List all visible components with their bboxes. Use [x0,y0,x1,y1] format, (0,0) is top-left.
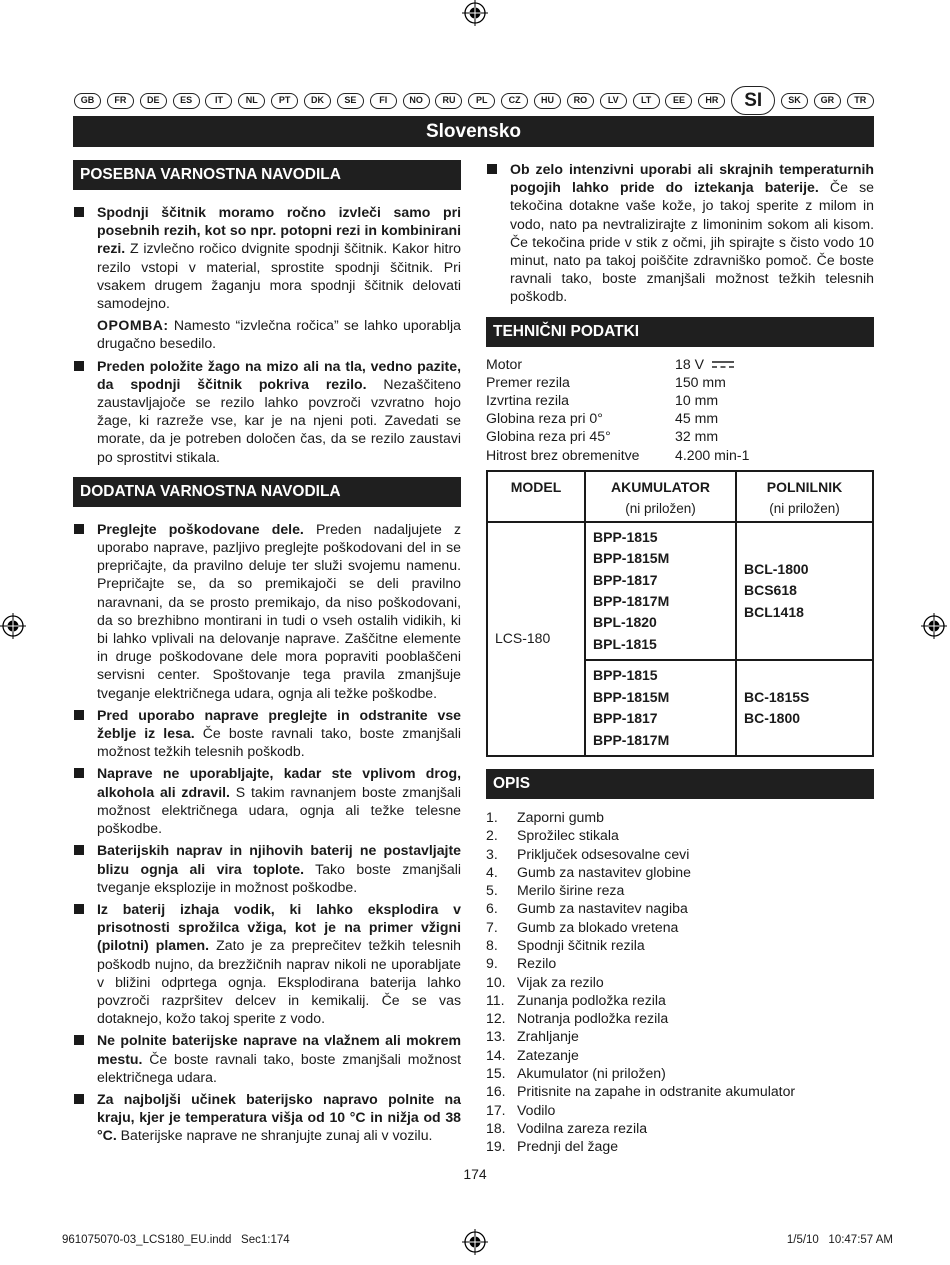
list-item [486,973,874,991]
item-number: 6. [486,900,498,917]
language-cz: CZ [501,93,528,109]
item-text: Spodnji ščitnik rezila [517,936,645,953]
table-cell-value: BPP-1817M [593,731,670,748]
language-tr: TR [847,93,874,109]
list-item [486,1137,874,1155]
item-bold: Pred uporabo naprave preglejte in odstranite vse žeblje iz lesa. [97,706,461,742]
language-ro: RO [567,93,594,109]
language-fr: FR [107,93,134,109]
note-label: OPOMBA: [97,317,169,334]
section-title-technical-data: TEHNIČNI PODATKI [486,317,874,347]
registration-mark-left-icon [0,613,26,639]
item-bold: Za najboljši učinek baterijsko napravo polnite na kraju, kjer je temperatura višja od 10 °C in nižja od 38 °C. [97,1090,461,1144]
language-dk: DK [304,93,331,109]
table-cell-value: BC-1815S [744,688,810,705]
table-cell-value: BPP-1817M [593,593,670,610]
item-text: Prednji del žage [517,1138,619,1155]
item-number: 12. [486,1010,506,1027]
table-cell-value: BPL-1820 [593,614,657,631]
item-text: Pritisnite na zapahe in odstranite akumulator [517,1083,796,1100]
item-bold: Ob zelo intenzivni uporabi ali skrajnih temperaturnih pogojih lahko pride do iztekanja baterije. [510,161,874,196]
language-fi: FI [370,93,397,109]
item-number: 18. [486,1119,506,1136]
list-item [486,160,874,306]
spec-row [486,355,874,373]
list-item [486,808,874,826]
list-item [486,991,874,1009]
list-item [73,764,461,837]
item-text: Merilo širine reza [517,882,625,899]
model-cell: LCS-180 [487,522,585,756]
table-cell-value: BPP-1817 [593,571,658,588]
registration-mark-right-icon [921,613,947,639]
language-no: NO [403,93,430,109]
item-text: Priključek odsesovalne cevi [517,845,690,862]
item-text: Zatezanje [517,1046,579,1063]
language-es: ES [173,93,200,109]
table-cell-value: BCL1418 [744,603,804,620]
item-text: Zunanja podložka rezila [517,991,666,1008]
spec-row [486,391,874,409]
list-item [486,1064,874,1082]
item-text: Rezilo [517,955,557,972]
item-text: Tako boste zmanjšali tveganje eksplozije in možnost poškodbe. [97,860,461,895]
table-cell-value: BPP-1815 [593,667,658,684]
item-number: 1. [486,808,498,825]
item-number: 3. [486,845,498,862]
item-text: Gumb za nastavitev globine [517,863,691,880]
page-number: 174 [463,1166,487,1182]
list-item [73,203,461,312]
battery-cell [585,522,736,660]
item-number: 16. [486,1083,506,1100]
spec-row [486,427,874,445]
dc-symbol-icon [712,355,734,373]
item-text: Vijak za rezilo [517,973,604,990]
list-item [73,1031,461,1086]
language-sk: SK [781,93,808,109]
spec-label: Globina reza pri 0° [486,410,603,427]
spec-value: 150 mm [675,373,726,390]
table-cell-value: BPP-1815M [593,688,670,705]
page-title: Slovensko [73,116,874,147]
spec-row [486,446,874,464]
spec-value: 32 mm [675,428,719,445]
section-title-special-safety: POSEBNA VARNOSTNA NAVODILA [73,160,461,190]
spec-value: 18 V [675,355,704,372]
item-text: Če se tekočina dotakne vaše kože, jo takoj sperite z milom in vodo, nato pa nevtralizirajte z limoninim sokom ali kisom. Če tekočina pride v stik z očmi, jih spirajte s čisto vodo 10 minut, nato pa takoj poiščite zdravniško pomoč. Če boste ravnali tako, boste zmanjšali možnost težkih telesnih poškodb. [510,179,874,305]
language-it: IT [205,93,232,109]
item-bold: Iz baterij izhaja vodik, ki lahko eksplodira v prisotnosti sprožilca vžiga, kot je na primer vžigni (pilotni) plamen. [97,900,461,954]
list-item [486,826,874,844]
list-item [73,1090,461,1145]
registration-mark-bottom-icon [462,1229,488,1255]
item-text: Sprožilec stikala [517,827,619,844]
item-bold: Baterijskih naprav in njihovih baterij ne postavljajte blizu ognja ali vira toplote. [97,842,461,877]
item-bold: Preden položite žago na mizo ali na tla, vedno pazite, da spodnji ščitnik pokriva rezilo. [97,357,461,392]
table-cell-value: BCL-1800 [744,560,809,577]
item-text: Če boste ravnali tako, boste zmanjšali možnost električnega udara. [97,1050,461,1085]
language-ee: EE [665,93,692,109]
item-number: 10. [486,973,506,990]
spec-label: Premer rezila [486,373,570,390]
item-text: Zrahljanje [517,1028,579,1045]
item-number: 19. [486,1138,506,1155]
spec-value: 45 mm [675,410,719,427]
item-number: 2. [486,827,498,844]
list-item [73,841,461,896]
language-selector [74,86,874,115]
spec-row [486,409,874,427]
list-item [73,706,461,761]
list-item [486,899,874,917]
table-cell-value: BPP-1815 [593,528,658,545]
list-item [486,1082,874,1100]
spec-label: Izvrtina rezila [486,392,570,409]
item-bold: Ne polnite baterijske naprave na vlažnem ali mokrem mestu. [97,1032,461,1067]
item-text: Vodilna zareza rezila [517,1119,648,1136]
item-text: Gumb za nastavitev nagiba [517,900,688,917]
list-item [486,1046,874,1064]
list-item [486,936,874,954]
item-text: Notranja podložka rezila [517,1010,669,1027]
list-item [486,1027,874,1045]
item-text: Gumb za blokado vretena [517,918,679,935]
spec-value: 10 mm [675,392,719,409]
list-item [73,520,461,702]
item-number: 5. [486,882,498,899]
list-item [73,900,461,1027]
table-cell-value: BPL-1815 [593,635,657,652]
item-bold: Spodnji ščitnik moramo ročno izvleči samo pri posebnih rezih, kot so npr. potopni rezi in kombinirani rezi. [97,204,461,257]
list-item [486,845,874,863]
table-cell-value: BC-1800 [744,710,801,727]
item-text: Zato je za preprečitev težkih telesnih poškodb nujno, da brezžičnih naprav nikoli ne uporabljate v bližini odprtega ognja. Eksplodirana baterija lahko povzroči razpršitev delcev in kemikalij. Če se vas dotaknejo, kožo takoj sperite z vodo. [97,937,461,1027]
registration-mark-top-icon [462,0,488,26]
model-table [486,470,874,757]
list-item [486,954,874,972]
item-text: S takim ravnanjem boste zmanjšali možnost električnega udara, ognja ali težke telesne poškodbe. [97,783,461,837]
header-model: MODEL [487,471,585,522]
battery-cell [585,660,736,756]
list-item [486,1009,874,1027]
language-pt: PT [271,93,298,109]
language-gb: GB [74,93,101,109]
item-text: Vodilo [517,1101,556,1118]
item-number: 13. [486,1028,506,1045]
item-number: 17. [486,1101,506,1118]
item-number: 4. [486,863,498,880]
spec-label: Motor [486,355,523,372]
spec-label: Globina reza pri 45° [486,428,611,445]
item-text: Akumulator (ni priložen) [517,1065,666,1082]
left-column [73,160,461,1145]
parts-list [486,808,874,1156]
item-bold: Preglejte poškodovane dele. [97,520,304,537]
item-text: Baterijske naprave ne shranjujte zunaj ali v vozilu. [116,1127,433,1144]
item-number: 8. [486,936,498,953]
item-number: 15. [486,1065,506,1082]
item-number: 9. [486,955,498,972]
language-nl: NL [238,93,265,109]
item-text: Nezaščiteno zaustavljajoče se rezilo lahko povzroči vzvratno hojo žage, ki razreže vse, kar je na njeni poti. Zavedati se morate, da je potreben določen čas, da se rezilo zaustavi po sprostitvi stikala. [97,375,461,465]
item-text: Z izvlečno ročico dvignite spodnji ščitnik. Kakor hitro rezilo vstopi v material, sprostite spodnji ščitnik. Pri vsakem drugem žaganju mora spodnji ščitnik delovati samodejno. [97,240,461,312]
list-item [486,1119,874,1137]
header-polnilnik: POLNILNIK (ni priložen) [736,471,873,522]
spec-list [486,355,874,464]
language-lt: LT [633,93,660,109]
item-number: 11. [486,991,505,1008]
item-text: Zaporni gumb [517,808,604,825]
list-item [486,863,874,881]
item-text: Če boste ravnali tako, boste zmanjšali možnost težkih telesnih poškodb. [97,725,461,760]
language-hr: HR [698,93,725,109]
language-se: SE [337,93,364,109]
item-text: Preden nadaljujete z uporabo naprave, pazljivo preglejte poškodovani del in se prepričajte, da pravilno deluje ter služi svojemu namenu. Prepričajte se, da so premikajoči se deli pravilno naravnani, da se prosto premikajo, da niso poškodovani, da so brezhibno montirani in tudi o vseh ostalih vidikih, ki bi lahko vplivali na delovanje naprave. Zaščitne elemente in druge poškodovane dele mora popraviti pooblaščeni servisni center. Spoštovanje tega pravila zmanjšuje tveganje električnega udara, ognja ali težke poškodbe. [97,520,461,701]
table-cell-value: BPP-1815M [593,550,670,567]
table-cell-value: BPP-1817 [593,710,658,727]
list-item [486,1101,874,1119]
charger-cell [736,522,873,660]
language-pl: PL [468,93,495,109]
note [73,316,461,352]
footer-file-info: 961075070-03_LCS180_EU.indd Sec1:174 [62,1234,290,1246]
item-number: 14. [486,1046,506,1063]
section-title-description: OPIS [486,769,874,799]
charger-cell [736,660,873,756]
item-number: 7. [486,918,498,935]
right-column [486,160,874,1156]
language-si: SI [731,86,775,115]
item-bold: Naprave ne uporabljajte, kadar ste vplivom drog, alkohola ali zdravil. [97,765,461,800]
spec-row [486,373,874,391]
list-item [486,881,874,899]
list-item [73,357,461,466]
footer-timestamp: 1/5/10 10:47:57 AM [786,1234,893,1246]
language-hu: HU [534,93,561,109]
list-item [486,918,874,936]
table-cell-value: BCS618 [744,582,797,599]
language-de: DE [140,93,167,109]
language-gr: GR [814,93,841,109]
header-akumulator: AKUMULATOR (ni priložen) [585,471,736,522]
spec-value: 4.200 min-1 [675,446,750,463]
language-lv: LV [600,93,627,109]
note-text: Namesto “izvlečna ročica” se lahko uporablja drugačno besedilo. [97,317,461,352]
spec-label: Hitrost brez obremenitve [486,446,640,463]
section-title-additional-safety: DODATNA VARNOSTNA NAVODILA [73,477,461,507]
language-ru: RU [435,93,462,109]
